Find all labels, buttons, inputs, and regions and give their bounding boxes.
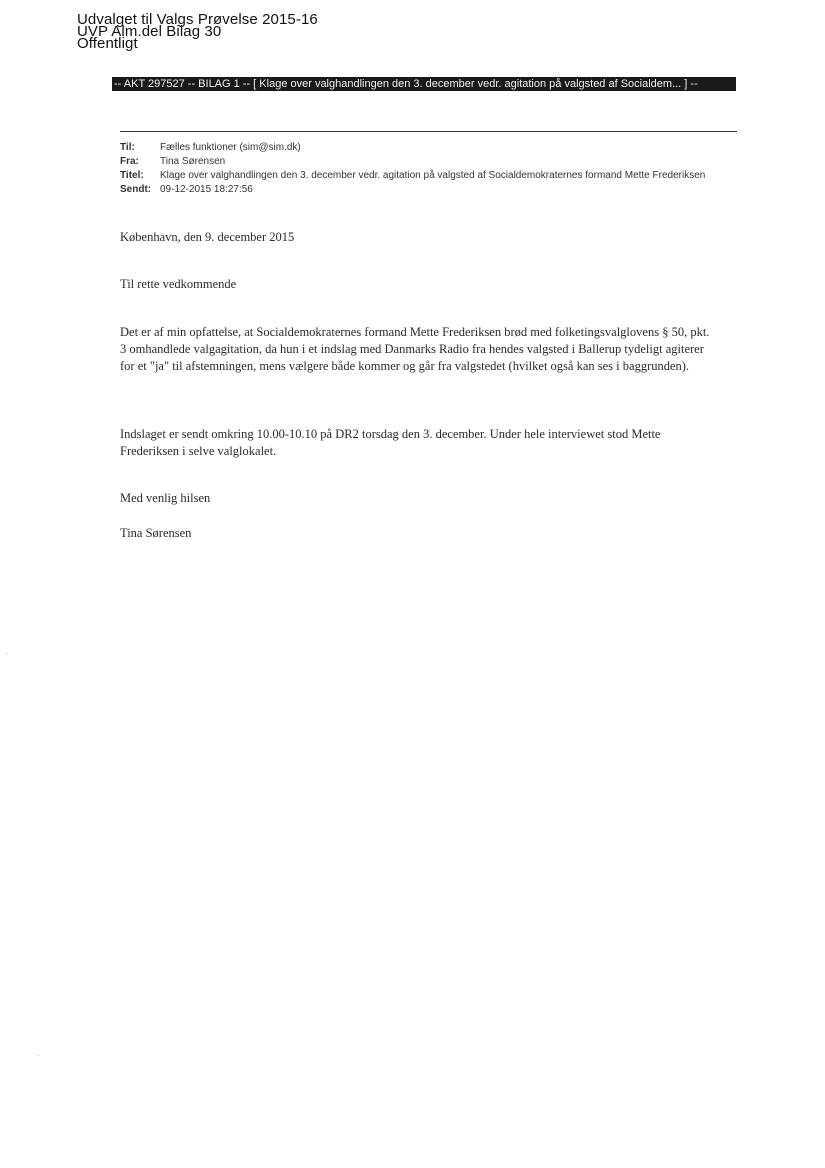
- email-to-value: Fælles funktioner (sim@sim.dk): [160, 142, 301, 153]
- letter-paragraph: Det er af min opfattelse, at Socialdemokraternes formand Mette Frederiksen brød med folketingsvalglovens § 50, pkt. 3 omhandlede valgagitation, da hun i et indslag med Danmarks Radio fra hendes valgsted i Ballerup tydeligt agiterer for et "ja" til afstemningen, mens vælgere både kommer og går fra valgstedet (hvilket også kan ses i baggrunden).: [120, 325, 710, 373]
- stamp-committee: Udvalget til Valgs Prøvelse 2015-16: [77, 11, 318, 28]
- email-sent-row: [120, 184, 730, 196]
- email-sent-value: 09-12-2015 18:27:56: [160, 184, 253, 195]
- document-stamp: [77, 11, 318, 52]
- stamp-reference: UVP Alm.del Bilag 30: [77, 23, 222, 40]
- scan-speck: [6, 653, 7, 654]
- letter-paragraph: Indslaget er sendt omkring 10.00-10.10 på DR2 torsdag den 3. december. Under hele interviewet stod Mette Frederiksen i selve valglokalet.: [120, 427, 661, 458]
- email-sent-label: Sendt:: [120, 184, 152, 195]
- letter-closing: Med venlig hilsen: [120, 491, 211, 505]
- letter-greeting: Til rette vedkommende: [120, 277, 237, 291]
- email-from-row: [120, 156, 730, 168]
- email-header: [120, 142, 730, 198]
- email-title-label: Titel:: [120, 170, 144, 181]
- stamp-status: Offentligt: [77, 35, 138, 52]
- letter-date: København, den 9. december 2015: [120, 230, 295, 244]
- header-divider: [120, 131, 737, 132]
- scan-speck: [38, 1055, 39, 1056]
- document-banner: -- AKT 297527 -- BILAG 1 -- [ Klage over valghandlingen den 3. december vedr. agitation på valgsted af Socialdem... ] --: [112, 77, 736, 91]
- email-from-value: Tina Sørensen: [160, 156, 226, 167]
- email-from-label: Fra:: [120, 156, 139, 167]
- email-title-row: [120, 170, 730, 182]
- email-to-row: [120, 142, 730, 154]
- email-to-label: Til:: [120, 142, 135, 153]
- email-title-value: Klage over valghandlingen den 3. december vedr. agitation på valgsted af Socialdemokraternes formand Mette Frederiksen: [160, 170, 706, 181]
- letter-signature: Tina Sørensen: [120, 526, 192, 540]
